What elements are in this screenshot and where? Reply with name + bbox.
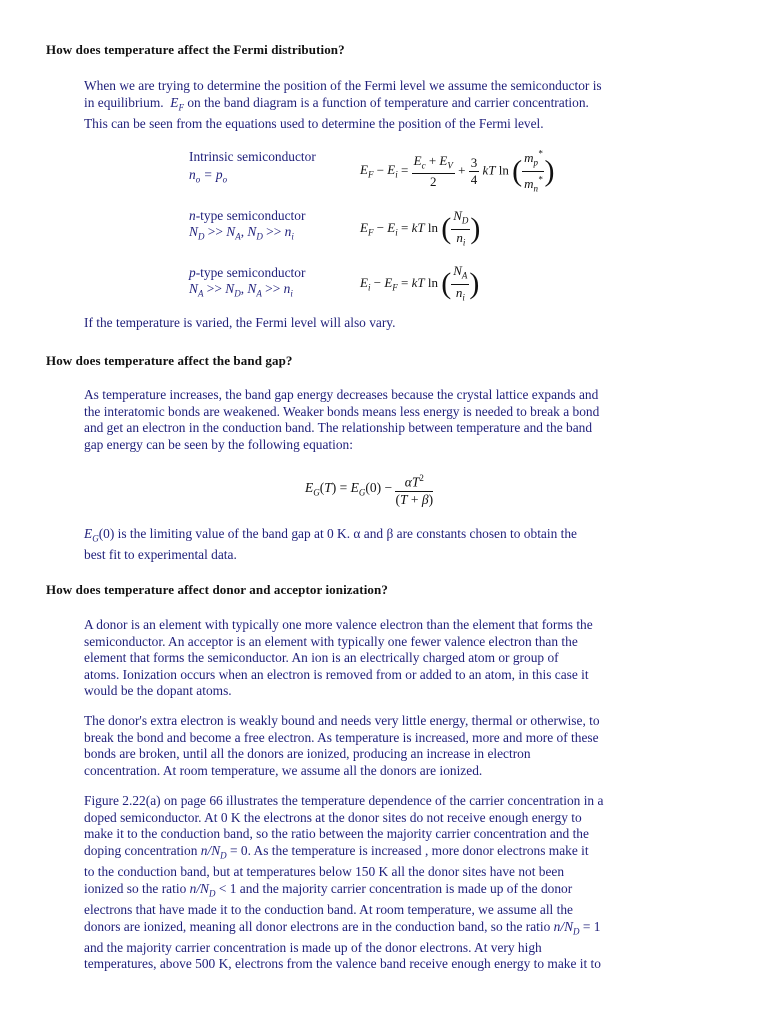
text-line: bonds are broken, until all the donors are ionized, producing an increase in electron bbox=[84, 746, 531, 762]
para-fermi-closing: If the temperature is varied, the Fermi level will also vary. bbox=[84, 315, 396, 330]
text-line: This can be seen from the equations used to determine the position of the Fermi level. bbox=[84, 115, 544, 131]
case-label-intrinsic: Intrinsic semiconductor bbox=[189, 149, 316, 164]
text-line: donors are ionized, meaning all donor electrons are in the conduction band, so the ratio $n/N_D = 1$ bbox=[84, 918, 601, 937]
case-cond-ntype: $N_D >> N_A$, $N_D >> n_i$ bbox=[189, 224, 294, 242]
text-line: A donor is an element with typically one more valence electron than the element that forms the bbox=[84, 617, 593, 632]
equation-intrinsic: $E_F - E_i$ = $\frac{E_c + E_V}{2}$ + $\frac{3}{4}$ kT ln ( $\frac{m_p^*}{m_n^*}$ ) bbox=[360, 146, 554, 197]
para-bandgap-after bbox=[84, 526, 688, 564]
case-label-ntype: n-type semiconductor bbox=[189, 208, 306, 223]
para-fermi bbox=[84, 78, 688, 132]
case-cond-intrinsic: $n_o = p_o$ bbox=[189, 167, 228, 185]
para-ionization-3 bbox=[84, 793, 688, 973]
text-line: doping concentration $n/N_D = 0$. As the temperature is increased , more donor electrons make it bbox=[84, 842, 589, 861]
text-line: gap energy can be seen by the following equation: bbox=[84, 436, 353, 452]
text-line: the interatomic bonds are weakened. Weaker bonds means less energy is needed to break a bond bbox=[84, 403, 600, 419]
equation-bandgap: $E_G(T) = E_G(0)$ − $\frac{\alpha T^2}{(T + \beta)}$ bbox=[305, 470, 433, 508]
text-line: The donor's extra electron is weakly bound and needs very little energy, thermal or otherwise, to bbox=[84, 713, 600, 728]
heading-ionization: How does temperature affect donor and acceptor ionization? bbox=[46, 582, 388, 597]
text-line: and get an electron in the conduction band. The relationship between temperature and the band bbox=[84, 420, 593, 436]
text-line: $E_G(0)$ is the limiting value of the band gap at 0 K. α and β are constants chosen to obtain the bbox=[84, 526, 577, 544]
equation-ntype: $E_F - E_i$ = kT ln ( $\frac{N_D}{n_i}$ ) bbox=[360, 208, 481, 248]
text-line: make it to the conduction band, so the ratio between the majority carrier concentration and the bbox=[84, 826, 589, 842]
text-line: and the majority carrier concentration is made up of the donor electrons. At very high bbox=[84, 939, 542, 955]
text-line: atoms. Ionization occurs when an electron is removed from or added to an atom, in this case it bbox=[84, 666, 589, 682]
text-line: break the bond and become a free electron. As temperature is increased, more and more of these bbox=[84, 729, 599, 745]
text-line: ionized so the ratio $n/N_D < 1$ and the majority carrier concentration is made up of the donor bbox=[84, 880, 573, 899]
text-line: best fit to experimental data. bbox=[84, 547, 237, 563]
equation-ptype: $E_i - E_F$ = kT ln ( $\frac{N_A}{n_i}$ ) bbox=[360, 263, 480, 303]
para-ionization-1 bbox=[84, 617, 688, 700]
text-line: concentration. At room temperature, we assume all the donors are ionized. bbox=[84, 762, 483, 778]
text-line: temperatures, above 500 K, electrons from the valence band receive enough energy to make it to bbox=[84, 956, 601, 972]
heading-fermi: How does temperature affect the Fermi distribution? bbox=[46, 42, 345, 57]
text-line: element that forms the semiconductor. An ion is an electrically charged atom or group of bbox=[84, 650, 559, 666]
para-bandgap bbox=[84, 387, 688, 453]
text-line: semiconductor. An acceptor is an element with typically one fewer valence electron than the bbox=[84, 633, 578, 649]
text-line: Figure 2.22(a) on page 66 illustrates the temperature dependence of the carrier concentration in a bbox=[84, 793, 604, 808]
text-line: would be the dopant atoms. bbox=[84, 683, 232, 699]
text-line: in equilibrium. $E_F$ on the band diagram is a function of temperature and carrier concentration. bbox=[84, 94, 589, 113]
case-cond-ptype: $N_A >> N_D$, $N_A >> n_i$ bbox=[189, 281, 293, 299]
text-line: doped semiconductor. At 0 K the electrons at the donor sites do not receive enough energy to bbox=[84, 809, 582, 825]
case-label-ptype: p-type semiconductor bbox=[189, 265, 306, 280]
heading-bandgap: How does temperature affect the band gap? bbox=[46, 353, 293, 368]
text-line: to the conduction band, but at temperatures below 150 K all the donor sites have not been bbox=[84, 864, 565, 880]
para-ionization-2 bbox=[84, 713, 688, 779]
text-line: As temperature increases, the band gap energy decreases because the crystal lattice expands and bbox=[84, 387, 599, 402]
text-line: electrons that have made it to the conduction band. At room temperature, we assume all the bbox=[84, 901, 573, 917]
text-line: When we are trying to determine the position of the Fermi level we assume the semiconductor is bbox=[84, 78, 602, 93]
